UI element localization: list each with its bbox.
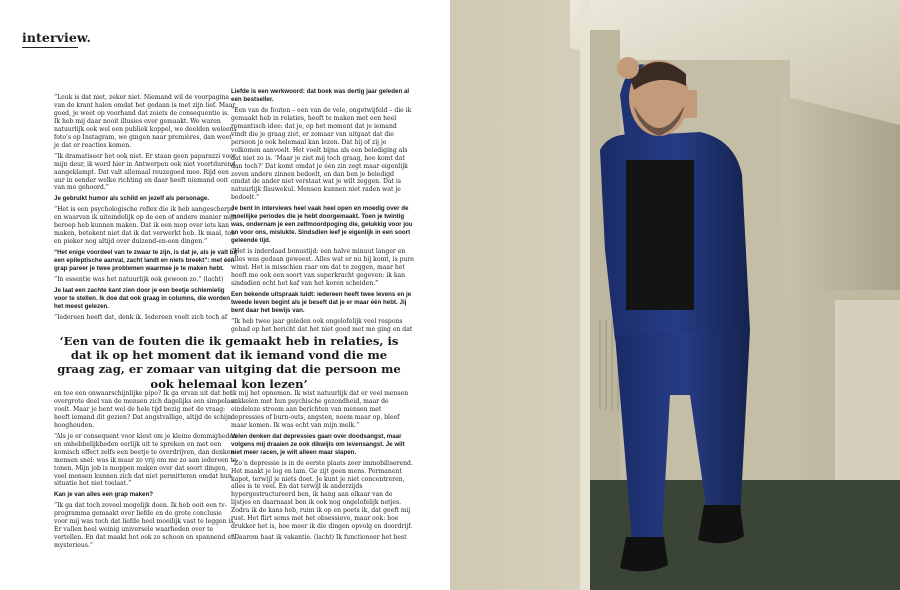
interview-answer: “Een van de fouten – een van de vele, ongetwijfeld – die ik gemaakt heb in relaties, heeft te maken met een heel romantisch idee: dat je, op het moment dat je iemand vindt die je graag ziet, er zomaar van uitgaat dat die persoon je ook helemaal kan lezen. Dat hij of zij je volkomen aanvoelt. Het voelt bijna als een belediging als dat niet zo is. ‘Maar je ziet mij toch graag, hoe komt dat dan toch?’ Dat komt omdat je één zin zegt maar eigenlijk zeven andere zinnen bedoelt, en dan ben je beledigd omdat de ander niet verstaat wat je wilt zeggen. Dat is natuurlijk flauwekul. Mensen kunnen niet raden wat je bedoelt.” (231, 106, 412, 202)
interview-question: Liefde is een werkwoord: dat boek was dertig jaar geleden al een bestseller. (231, 88, 410, 103)
interview-answer: “Ik heb twee jaar geleden ook ongelofelijk veel respons gehad op het bericht dat het niet goed met me ging en dat (231, 317, 413, 333)
portrait-photo (450, 0, 900, 590)
article-column-bottom-right (231, 390, 414, 545)
section-rule (22, 47, 78, 48)
interview-answer: “Ik dramatiseer het ook niet. Er staan geen paparazzi voor mijn deur, ik word hier in Antwerpen ook niet voortdurend aangeklampt. Dat valt allemaal reuzegoed mee. Rijd een uur in eender welke richting en daar heeft niemand ooit van me gehoord.” (54, 152, 236, 192)
pull-quote: ‘Een van de fouten die ik gemaakt heb in relaties, is dat ik op het moment dat ik iemand vond die me graag zag, er zomaar van uitging dat die persoon me ook helemaal kon lezen’ (57, 334, 401, 391)
interview-question: “Het enige voordeel van te zwaar te zijn, is dat je, als je valt bij een epileptische aanval, zacht landt en niets breekt”: met één grap pareer je twee problemen waarmee je te maken hebt. (54, 249, 237, 273)
article-column-bottom-left (54, 390, 237, 553)
interview-answer: “In essentie was het natuurlijk ook gewoon zo.” (lacht) (54, 276, 224, 284)
interview-question: Je laat een zachte kant zien door je een beetje schlemielig voor te stellen. Ik doe dat ook graag in columns, die worden het meest gelezen. (54, 286, 231, 310)
interview-answer: ik mij het opnemen. Ik wist natuurlijk dat er veel mensen sukkelen met hun psychische gezondheid, maar de eindeloze stroom aan berichten van mensen met depressies of burn-outs, angsten, noem maar op, bleef maar komen. Ik was echt van mijn melk.” (231, 390, 409, 429)
interview-answer: en toe een onwaarschijnlijke pipo? Ik ga ervan uit dat het overgrote deel van de mensen zich dagelijks een simpelaar voelt. Maar je bent wel de hele tijd bezig met de vraag: heeft iemand dit gezien? Dat angstvallige, altijd de schijn hooghouden. (54, 390, 237, 429)
section-label: interview. (22, 30, 91, 45)
interview-question: Kan je van alles een grap maken? (54, 491, 154, 499)
interview-answer: “Het is een psychologische reflex die ik heb aangescherpt en waarvan ik uiteindelijk op de een of andere manier mijn beroep heb kunnen maken. Dat ik een mop over iets kan maken, betekent niet dat ik dat verwerkt heb. Ik maal, tob en pieker nog altijd over duizend-en-een dingen.” (54, 206, 237, 246)
interview-answer: “Ik ga dat toch zoveel mogelijk doen. Ik heb ooit een tv-programma gemaakt over liefde en de grote conclusie voor mij was toch dat liefde heel moeilijk vast te leggen is. Er vallen heel weinig universele waarheden over te vertellen. En dat maakt het ook zo schoon en spannend en mysterieus.” (54, 502, 236, 550)
interview-answer: “Leuk is dat niet, zeker niet. Niemand wil de voorpagina van de krant halen omdat het gedaan is met zijn lief. Maar goed, je weet op voorhand dat zoiets de consequentie is. Ik heb mij daar nooit illusies over gemaakt. We waren natuurlijk ook wel een publiek koppel, we deelden weleens foto’s op Instagram, we gingen naar premières, dan weet je dat er reacties komen. (54, 94, 237, 149)
interview-question: Je gebruikt humor als schild en jezelf als personage. (54, 195, 210, 203)
interview-answer: “Daarom haat ik vakantie. (lacht) Ik functioneer het best (231, 534, 407, 542)
interview-answer: “Iedereen heeft dat, denk ik. Iedereen voelt zich toch af (54, 313, 228, 321)
interview-question: Je bent in interviews heel vaak heel open en moedig over de moeilijke periodes die je hebt doorgemaakt. Toen je twintig was, ondernam je een zelfmoordpoging die, gelukkig voor jou en voor ons, mislukte. Sindsdien leef je eigenlijk in een soort geleende tijd. (231, 205, 413, 245)
portrait-photo-illustration (450, 0, 900, 590)
article-column-top-right (231, 88, 414, 337)
interview-answer: “Zo’n depressie is in de eerste plaats zeer immobiliserend. Het maakt je log en lam. Ge zijt geen mens. Permanent kapot, terwijl je niets doet. Je kunt je niet concentreren, alles is te veel. En dat terwijl ik anderzijds hypergestructureerd ben, ik hang aan elkaar van de lijstjes en daarnaast ben ik ook nog ongelofelijk netjes. Zodra ik de kans heb, ruim ik op en poets ik, dat geeft mij rust. Het flirt soms met het obsessieve, maar ook: hoe drukker het is, hoe meer ik die dingen opvolg en doordrijf. (231, 459, 413, 531)
interview-question: Een bekende uitspraak luidt: iedereen heeft twee levens en je tweede leven begint als je beseft dat je er maar één hebt. Jij bent daar het bewijs van. (231, 290, 412, 314)
interview-answer: “Als je er consequent voor kiest om je kleine dommigheden en onhebbelijkheden eerlijk uit te spreken en met een komisch effect zelfs een beetje te overdrijven, dan denken mensen snel: was ik maar zo vrij om me zo aan iedereen te tonen. Mijn job is moppen maken over dat soort dingen, veel mensen kunnen zich dat niet permitteren omdat hun situatie het niet toelaat.” (54, 432, 237, 488)
article-column-top-left (54, 94, 237, 325)
interview-question: Velen denken dat depressies gaan over doodsangst, maar volgens mij draaien ze ook dikwijls om levensangst. Je wilt niet meer racen, je wilt alleen maar slapen. (231, 432, 405, 456)
interview-answer: “Het is inderdaad bonustijd: een halve minuut langer en alles was gedaan geweest. Alles wat er nu bij komt, is pure winst. Het is misschien raar om dat te zeggen, maar het heeft me ook een soort van superkracht gegeven: ik kan sindsdien echt het kaf van het koren scheiden.” (231, 248, 414, 287)
